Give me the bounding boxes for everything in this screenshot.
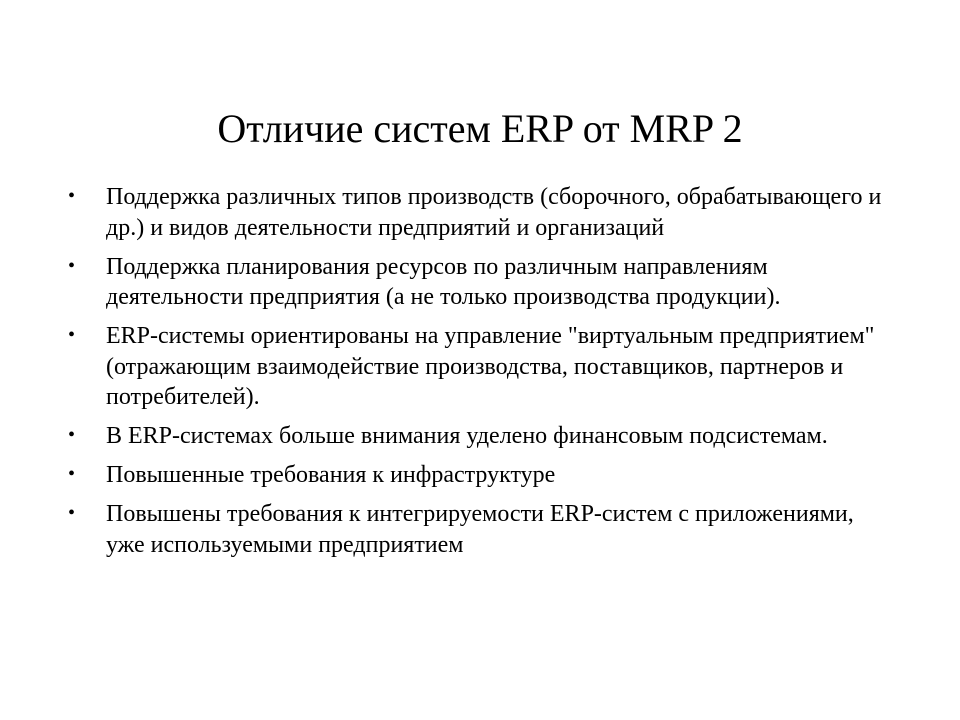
bullet-list (68, 182, 888, 569)
bullet-item (68, 252, 888, 313)
bullet-item (68, 460, 888, 491)
bullet-item (68, 182, 888, 243)
bullet-point-icon: • (68, 185, 76, 207)
bullet-point-icon: • (68, 324, 76, 346)
bullet-text: Поддержка различных типов производств (сборочного, обрабатывающего и др.) и видов деятельности предприятий и организаций (106, 184, 882, 241)
bullet-point-icon: • (68, 424, 76, 446)
bullet-text: Повышены требования к интегрируемости ERP-систем с приложениями, уже используемыми предприятием (106, 501, 854, 558)
bullet-text: Повышенные требования к инфраструктуре (106, 462, 556, 488)
bullet-point-icon: • (68, 463, 76, 485)
bullet-text: Поддержка планирования ресурсов по различным направлениям деятельности предприятия (а не только производства продукции). (106, 253, 781, 310)
bullet-point-icon: • (68, 502, 76, 524)
bullet-text: ERP-системы ориентированы на управление "виртуальным предприятием" (отражающим взаимодействие производства, поставщиков, партнеров и потребителей). (106, 323, 875, 410)
bullet-item (68, 421, 888, 452)
bullet-item (68, 321, 888, 413)
bullet-item (68, 499, 888, 560)
slide-title: Отличие систем ERP от MRP 2 (217, 106, 743, 151)
bullet-point-icon: • (68, 254, 76, 277)
bullet-text: В ERP-системах больше внимания уделено финансовым подсистемам. (106, 423, 828, 449)
